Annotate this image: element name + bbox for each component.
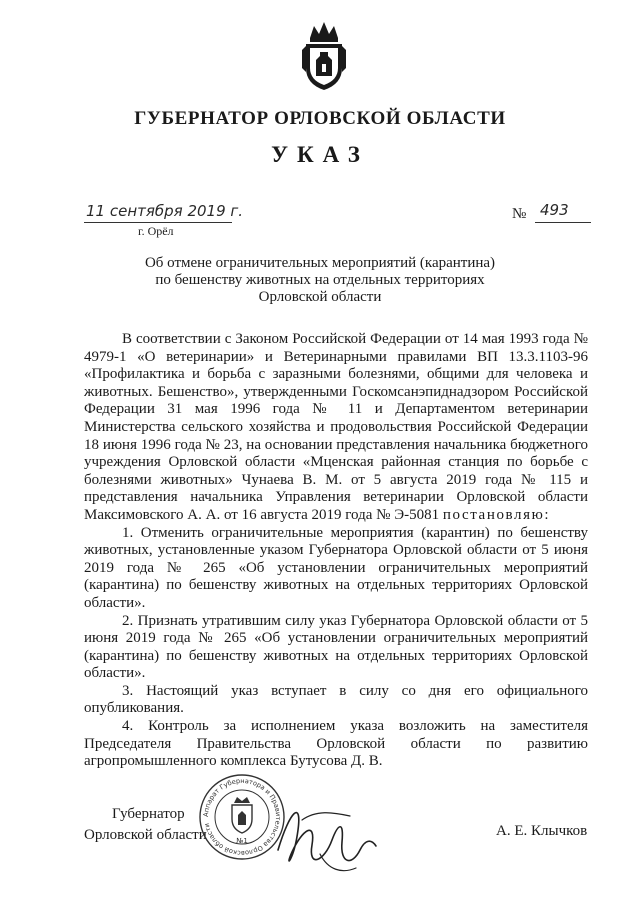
decree-item-4: 4. Контроль за исполнением указа возложить на заместителя Председателя Правительства Орловской области по развитию агропромышленного комплекса Бутусова Д. В. [84, 718, 588, 770]
decree-subject: Об отмене ограничительных мероприятий (карантина) по бешенству животных на отдельных территориях Орловской области [144, 255, 496, 305]
handwritten-signature [272, 790, 382, 880]
signer-title-line2: Орловской области [84, 827, 207, 843]
seal-number: №1 [236, 837, 248, 845]
authority-heading: ГУБЕРНАТОР ОРЛОВСКОЙ ОБЛАСТИ [134, 108, 506, 129]
preamble-text: В соответствии с Законом Российской Федерации от 14 мая 1993 года № 4979-1 «О ветеринарии» и Ветеринарными правилами ВП 13.3.1103-96 «Профилактика и борьба с заразными болезнями, общими для человека и животных. Бешенство», утвержденными Госкомсанэпиднадзором Российской Федерации 31 мая 1996 года № 11 и Департаментом ветеринарии Министерства сельского хозяйства и продовольствия Российской Федерации 18 июня 1996 года № 23, на основании представления начальника бюджетного учреждения Орловской области «Мценская районная станция по борьбе с болезнями животных» Чунаева В. М. от 5 августа 2019 года № 115 и представления начальника Управления ветеринарии Орловской области Максимовского А. А. от 16 августа 2019 года № Э-5081 [84, 331, 588, 523]
document-type-heading: УКАЗ [271, 142, 369, 167]
handwritten-number: 493 [540, 201, 569, 219]
number-prefix: № [512, 206, 527, 222]
signer-name: А. Е. Клычков [496, 823, 588, 839]
decree-word: постановляю: [442, 506, 551, 523]
seal-text: Аппарат Губернатора и Правительства Орловской области [201, 776, 283, 858]
decree-item-3: 3. Настоящий указ вступает в силу со дня его официального опубликования. [84, 682, 588, 717]
date-underline [84, 222, 232, 223]
decree-body [84, 331, 588, 771]
signer-title-line1: Губернатор [112, 806, 185, 822]
decree-item-2: 2. Признать утратившим силу указ Губернатора Орловской области от 5 июня 2019 года № 265 «Об установлении ограничительных мероприятий (карантина) по бешенству животных на отдельных территориях Орловской области». [84, 612, 588, 682]
decree-item-1: 1. Отменить ограничительные мероприятия (карантин) по бешенству животных, установленные указом Губернатора Орловской области от 5 июня 2019 года № 265 «Об установлении ограничительных мероприятий (карантина) по бешенству животных на отдельных территориях Орловской области». [84, 524, 588, 611]
coat-of-arms-icon [300, 20, 348, 92]
signer-title [84, 804, 207, 846]
preamble-paragraph [84, 331, 588, 525]
city-label: г. Орёл [138, 224, 174, 238]
number-underline [535, 222, 591, 223]
handwritten-date: 11 сентября 2019 г. [86, 202, 244, 220]
